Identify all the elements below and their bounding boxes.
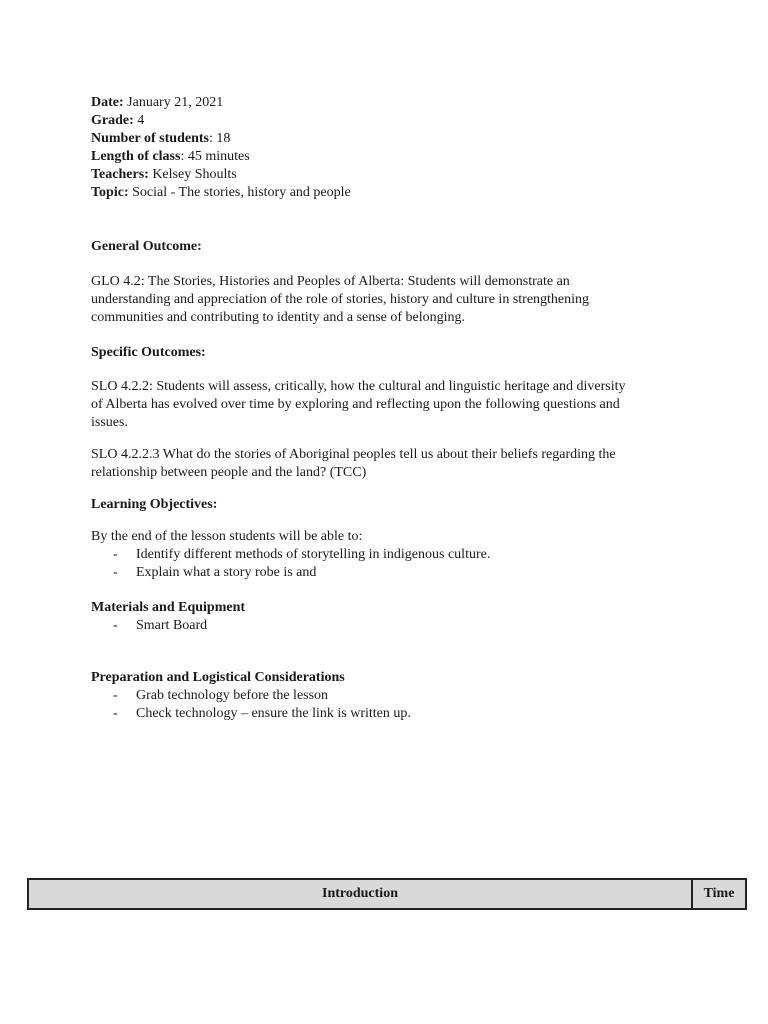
- lesson-plan-document: [91, 94, 681, 723]
- learning-objectives-list: [91, 546, 681, 582]
- learning-objectives-heading: Learning Objectives:: [91, 497, 218, 512]
- date-line: Date: January 21, 2021: [91, 95, 224, 110]
- students-line: Number of students: 18: [91, 131, 231, 146]
- grade-line: Grade: 4: [91, 113, 145, 128]
- general-outcome-text: GLO 4.2: The Stories, Histories and Peoples of Alberta: Students will demonstrate an understanding and appreciation of the role of stories, history and culture in strengthening communities and contributing to identity and a sense of belonging.: [91, 274, 590, 325]
- slo-4-2-2-3: SLO 4.2.2.3 What do the stories of Aboriginal peoples tell us about their beliefs regarding the relationship between people and the land? (TCC): [91, 447, 616, 480]
- list-item: - Smart Board: [113, 618, 208, 633]
- learning-objectives-intro: By the end of the lesson students will be able to:: [91, 529, 363, 544]
- general-outcome-heading: General Outcome:: [91, 239, 202, 254]
- list-item: - Identify different methods of storytelling in indigenous culture.: [113, 547, 491, 562]
- list-item: - Check technology – ensure the link is written up.: [113, 706, 411, 721]
- lesson-details: [91, 94, 681, 202]
- introduction-column-header: Introduction: [322, 886, 398, 901]
- materials-list: [91, 617, 681, 635]
- introduction-table-header: [27, 878, 747, 910]
- list-item: - Explain what a story robe is and: [113, 565, 317, 580]
- topic-line: Topic: Social - The stories, history and people: [91, 185, 351, 200]
- specific-outcomes-heading: Specific Outcomes:: [91, 345, 206, 360]
- list-item: - Grab technology before the lesson: [113, 688, 329, 703]
- preparation-heading: Preparation and Logistical Considerations: [91, 670, 345, 685]
- slo-4-2-2: SLO 4.2.2: Students will assess, critically, how the cultural and linguistic heritage and diversity of Alberta has evolved over time by exploring and reflecting upon the following questions and issues.: [91, 379, 626, 430]
- materials-heading: Materials and Equipment: [91, 600, 246, 615]
- length-line: Length of class: 45 minutes: [91, 149, 250, 164]
- preparation-list: [91, 687, 681, 723]
- time-column-header: Time: [691, 880, 745, 908]
- teachers-line: Teachers: Kelsey Shoults: [91, 167, 237, 182]
